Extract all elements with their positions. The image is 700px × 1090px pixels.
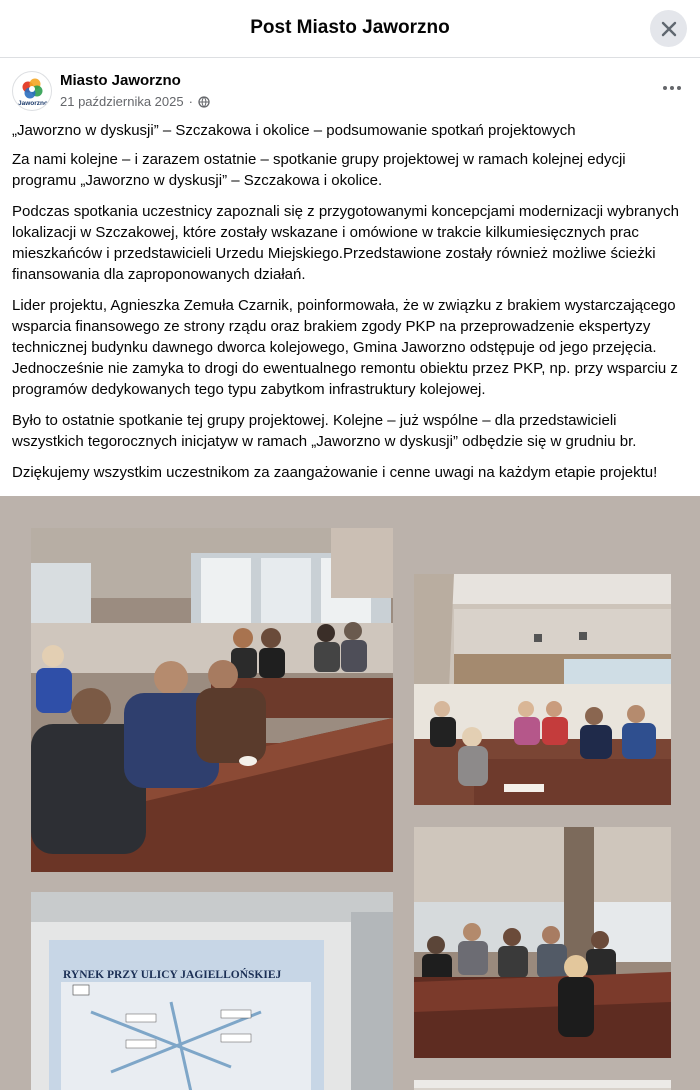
city-logo-icon	[13, 72, 52, 111]
post-paragraph: Lider projektu, Agnieszka Zemuła Czarnik, poinformowała, że w związku z brakiem wystarczającego wsparcia finansowego ze strony rządu oraz brakiem zgody PKP na przeprowadzenie ekspertyzy technicznej budynku dawnego dworca kolejowego, Gmina Jaworzno odstępuje od jego przejęcia. Jednocześnie nie zamyka to drogi do ewentualnego remontu obiektu przez PKP, np. przy wsparciu z programów dedykowanych tego typu zabytkom infrastruktury kolejowej.	[12, 297, 678, 398]
photo-meeting-room-4[interactable]	[414, 1080, 671, 1090]
avatar[interactable]	[12, 71, 52, 111]
close-button[interactable]	[650, 10, 687, 47]
dialog-title: Post Miasto Jaworzno	[250, 17, 450, 38]
photo-meeting-room-2[interactable]	[414, 574, 671, 805]
post-meta	[60, 94, 210, 109]
post-paragraph: Za nami kolejne – i zarazem ostatnie – spotkanie grupy projektowej w ramach kolejnej edycji programu „Jaworzno w dyskusji” – Szczakowa i okolice.	[12, 151, 626, 189]
photo-meeting-room-1[interactable]	[31, 528, 393, 872]
photo-meeting-room-3[interactable]	[414, 827, 671, 1058]
post-date[interactable]: 21 października 2025	[60, 94, 184, 109]
post-paragraph: Dziękujemy wszystkim uczestnikom za zaangażowanie i cenne uwagi na każdym etapie projektu!	[12, 464, 658, 481]
globe-icon[interactable]	[198, 96, 210, 108]
more-options-button[interactable]	[658, 78, 686, 98]
slide-title: RYNEK PRZY ULICY JAGIELLOŃSKIEJ	[63, 969, 282, 981]
post-paragraph: Podczas spotkania uczestnicy zapoznali się z przygotowanymi koncepcjami modernizacji wybranych lokalizacji w Szczakowej, które zostały wskazane i omówione w trakcie kilkumiesięcznych prac mieszkańców i przedstawicieli Urzedu Miejskiego.Przedstawione zostały również możliwe ścieżki finansowania dla zaproponowanych działań.	[12, 203, 679, 283]
post-paragraph: Było to ostatnie spotkanie tej grupy projektowej. Kolejne – już wspólne – dla przedstawicieli wszystkich tegorocznych inicjatyw w ramach „Jaworzno w dyskusji” odbędzie się w grudniu br.	[12, 412, 637, 450]
close-icon	[661, 21, 677, 37]
avatar-logo-text: Jaworzno	[18, 100, 48, 107]
dot-separator: ·	[188, 94, 193, 109]
photo-gallery	[0, 496, 700, 1090]
more-horizontal-icon	[663, 86, 681, 90]
photo-presentation-slide[interactable]	[31, 892, 393, 1090]
post-body	[12, 120, 688, 524]
post-title-paragraph: „Jaworzno w dyskusji” – Szczakowa i okolice – podsumowanie spotkań projektowych	[12, 122, 576, 139]
dialog-header	[0, 0, 700, 58]
post-header	[0, 58, 700, 118]
post-author[interactable]: Miasto Jaworzno	[60, 72, 181, 89]
